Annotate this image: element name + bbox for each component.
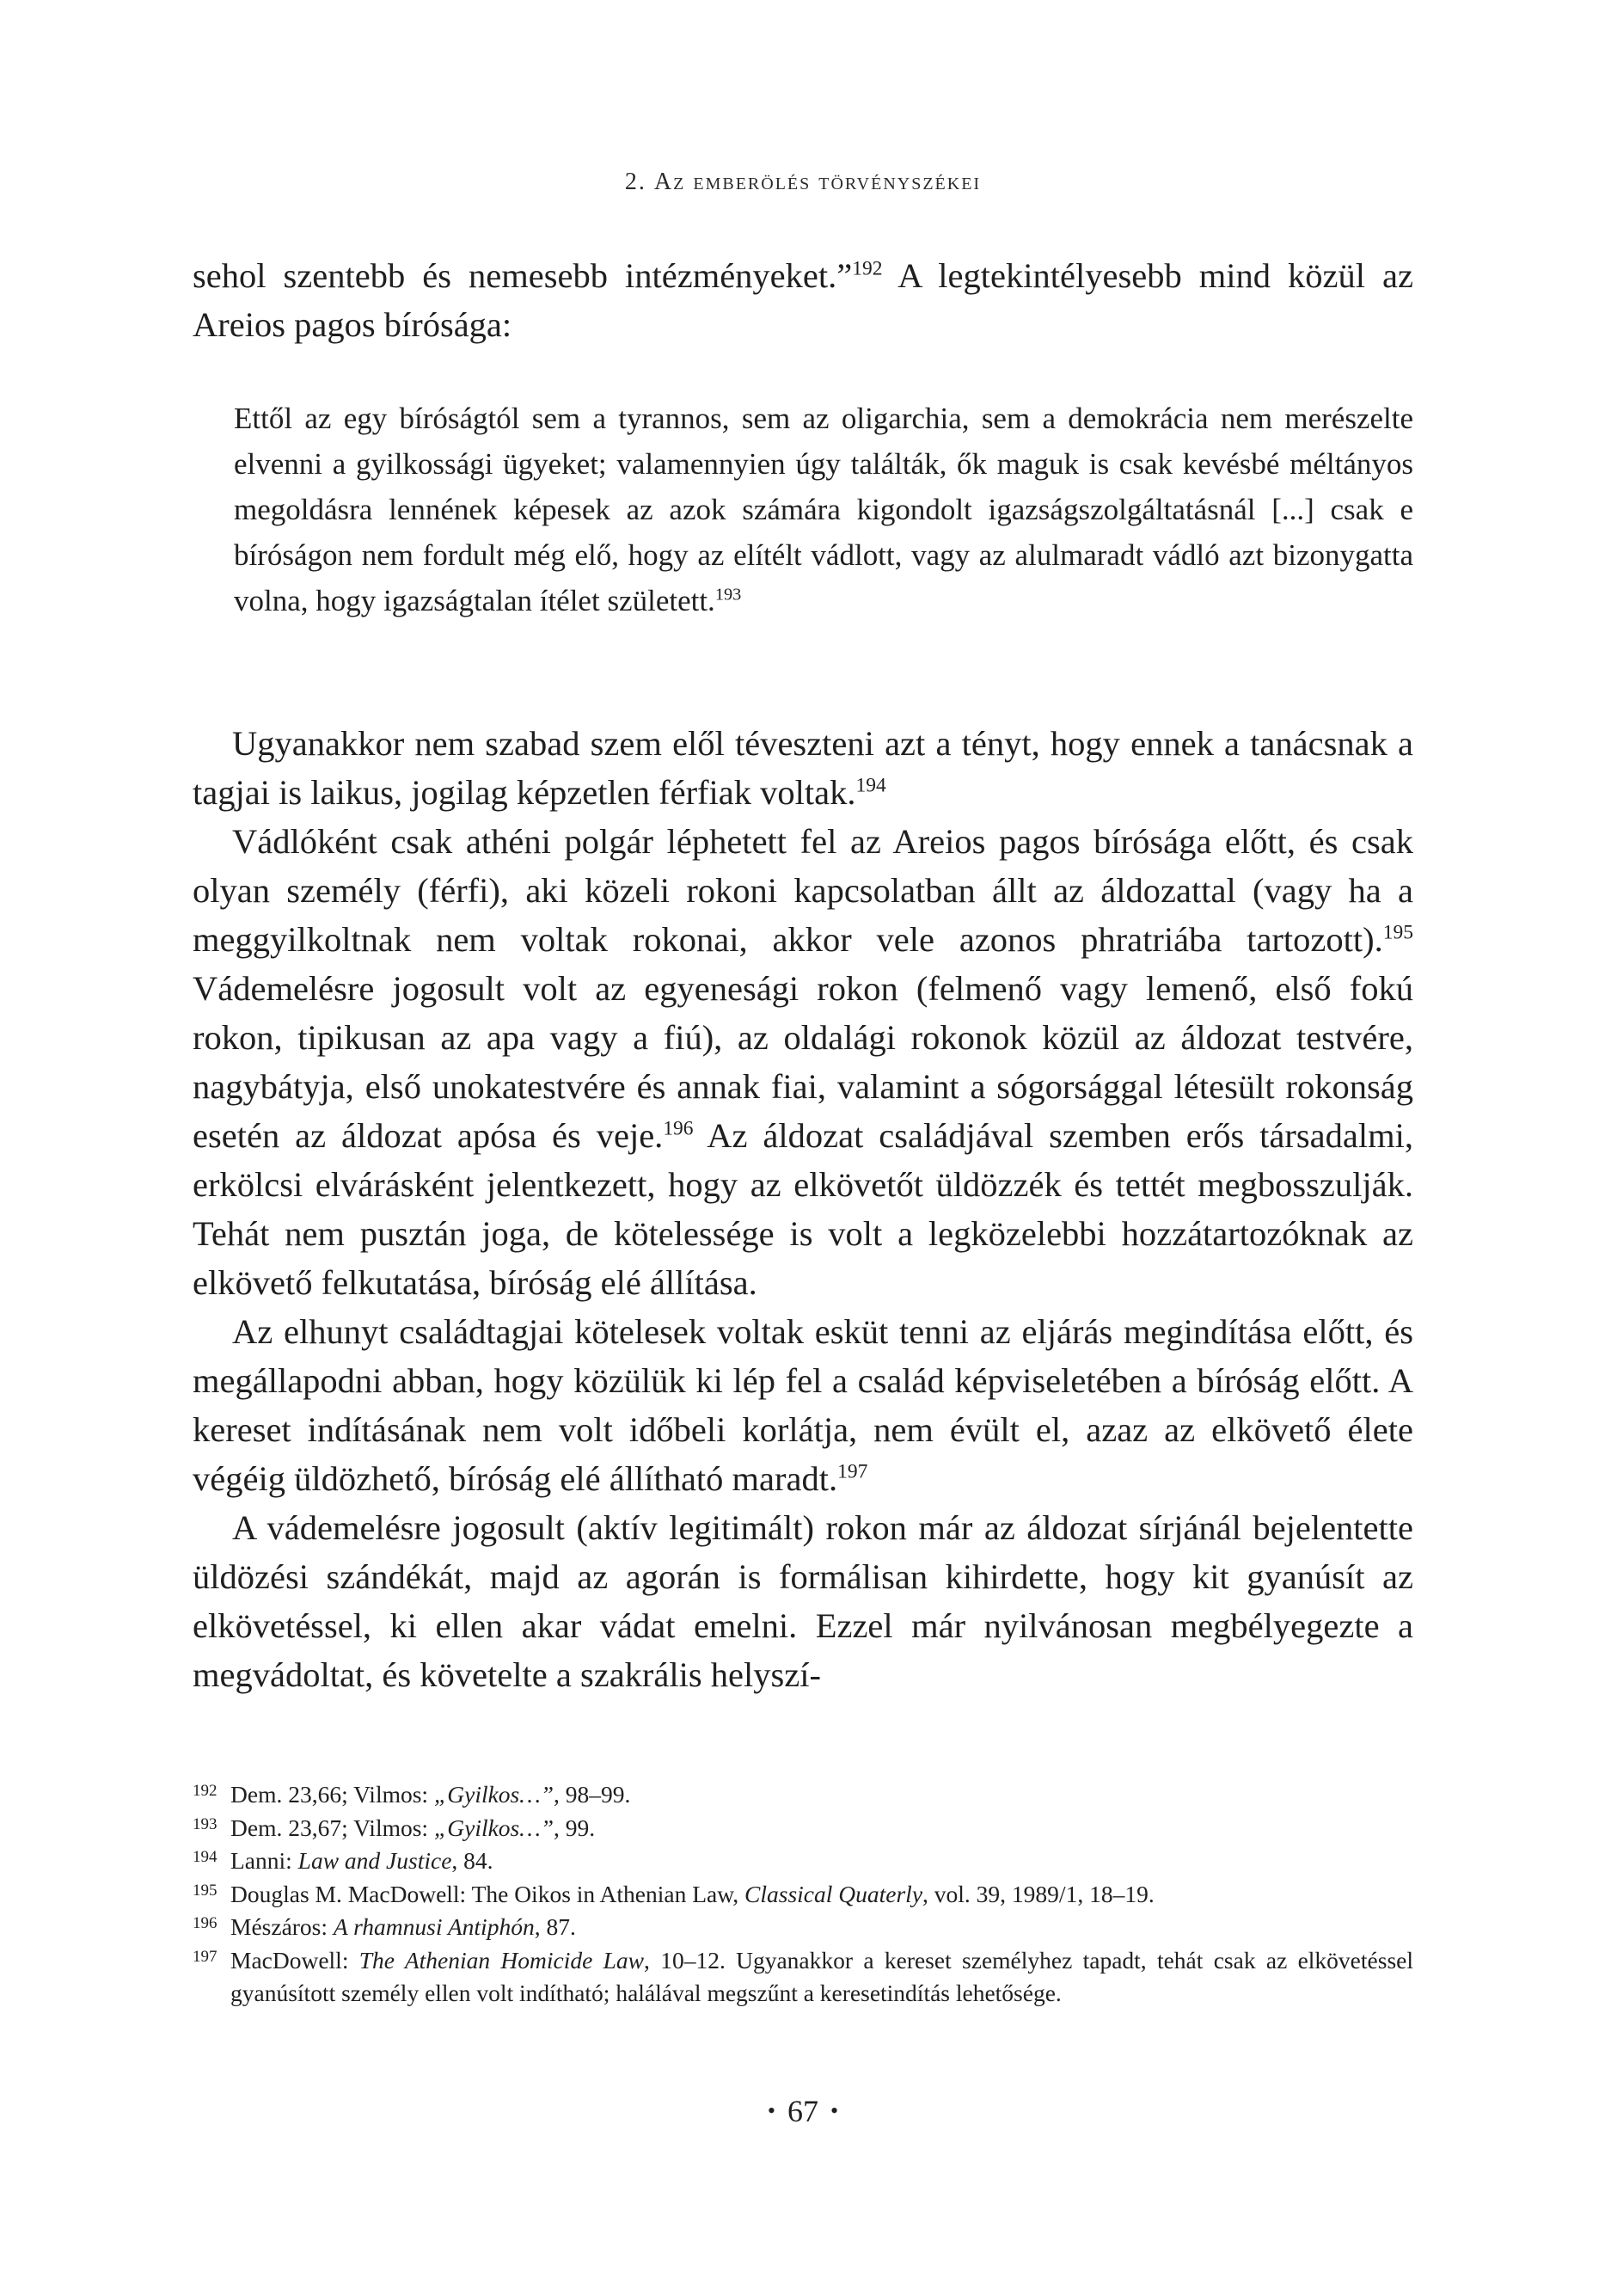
- paragraph-5: [193, 1503, 1413, 1699]
- footnote-number: 196: [193, 1914, 217, 1932]
- footnote-title: Classical Quaterly: [744, 1880, 923, 1907]
- body-text-top: [193, 251, 1413, 349]
- footnotes: [193, 1778, 1413, 2011]
- footnote-ref-194[interactable]: 194: [855, 774, 886, 797]
- footnote-text: [230, 1944, 1413, 2011]
- body-text-main: [193, 719, 1413, 1699]
- bullet-ornament-left: •: [767, 2098, 775, 2123]
- footnote-title: Law and Justice: [297, 1847, 452, 1874]
- footnote-195: [193, 1878, 1413, 1912]
- footnote-number: 197: [193, 1947, 217, 1966]
- footnote-193: [193, 1812, 1413, 1845]
- footnote-text-b: , 99.: [554, 1814, 596, 1841]
- block-quote-text: Ettől az egy bíróságtól sem a tyrannos, sem az oligarchia, sem a demokrácia nem merészelte elvenni a gyilkossági ügyeket; valamennyien úgy találták, ők maguk is csak kevésbé méltányos megoldásra lennének képesek az azok számára kigondolt igazságszolgáltatásnál [...] csak e bíróságon nem fordult még elő, hogy az elítélt vádlott, vagy az alulmaradt vádló azt bizonygatta volna, hogy igazságtalan ítélet született.: [234, 402, 1413, 617]
- footnote-title: „Gyilkos…”: [433, 1814, 554, 1841]
- footnote-194: [193, 1845, 1413, 1878]
- footnote-number: 194: [193, 1848, 217, 1866]
- footnote-title: A rhamnusi Antiphón: [333, 1913, 535, 1940]
- footnote-text: [230, 1845, 1413, 1878]
- footnote-text-b: , 87.: [534, 1913, 576, 1940]
- footnote-text-b: , 98–99.: [554, 1781, 631, 1808]
- paragraph-3: [193, 817, 1413, 1307]
- footnote-text: [230, 1778, 1413, 1812]
- footnote-ref-196[interactable]: 196: [663, 1117, 694, 1140]
- footnote-192: [193, 1778, 1413, 1812]
- footnote-text-a: Mészáros:: [230, 1913, 334, 1940]
- chapter-title: Az emberölés törvényszékei: [653, 169, 982, 195]
- paragraph-3-text-c: Az áldozat családjával szemben erős társadalmi, erkölcsi elvárásként jelentkezett, hogy az elkövetőt üldözzék és tettét megbosszulják. Tehát nem pusztán joga, de kötelessége is volt a legközelebbi hozzátartozóknak az elkövető felkutatása, bíróság elé állítása.: [193, 1116, 1413, 1302]
- chapter-number: 2.: [624, 169, 646, 195]
- footnote-text: [230, 1911, 1413, 1944]
- footnote-text-a: Dem. 23,66; Vilmos:: [230, 1781, 434, 1808]
- footnote-ref-192[interactable]: 192: [852, 257, 883, 280]
- footnote-ref-197[interactable]: 197: [837, 1460, 868, 1483]
- footnote-number: 195: [193, 1881, 217, 1900]
- paragraph-2: [193, 719, 1413, 817]
- footnote-text-a: Dem. 23,67; Vilmos:: [230, 1814, 434, 1841]
- paragraph-5-text: A vádemelésre jogosult (aktív legitimált) rokon már az áldozat sírjánál bejelentette üldözési szándékát, majd az agorán is formálisan kihirdette, hogy kit gyanúsít az elkövetéssel, ki ellen akar vádat emelni. Ezzel már nyilvánosan megbélyegezte a megvádoltat, és követelte a szakrális helyszí-: [193, 1508, 1413, 1694]
- paragraph-1-text: sehol szentebb és nemesebb intézményeket.”: [193, 256, 853, 295]
- footnote-text-b: , vol. 39, 1989/1, 18–19.: [922, 1880, 1155, 1907]
- paragraph-4-text: Az elhunyt családtagjai kötelesek voltak esküt tenni az eljárás megindítása előtt, és megállapodni abban, hogy közülük ki lép fel a család képviseletében a bíróság előtt. A kereset indításának nem volt időbeli korlátja, nem évült el, azaz az elkövető élete végéig üldözhető, bíróság elé állítható maradt.: [193, 1312, 1413, 1498]
- footnote-text-a: MacDowell:: [230, 1946, 359, 1974]
- paragraph-1-tail: A legtekintélyesebb mind közül az Areios pagos bírósága:: [193, 256, 1413, 344]
- bullet-ornament-right: •: [830, 2098, 839, 2123]
- paragraph-4: [193, 1307, 1413, 1503]
- footnote-number: 192: [193, 1782, 217, 1800]
- footnote-text: [230, 1878, 1413, 1912]
- paragraph-1: [193, 251, 1413, 349]
- footnote-number: 193: [193, 1814, 217, 1833]
- footnote-197: [193, 1944, 1413, 2011]
- footnote-title: The Athenian Homicide Law: [358, 1946, 645, 1974]
- footnote-text-b: , 84.: [451, 1847, 493, 1874]
- paragraph-3-text-a: Vádlóként csak athéni polgár léphetett fel az Areios pagos bírósága előtt, és csak olyan személy (férfi), aki közeli rokoni kapcsolatban állt az áldozattal (vagy ha a meggyilkoltnak nem voltak rokonai, akkor vele azonos phratriába tartozott).: [193, 822, 1413, 959]
- footnote-text: [230, 1812, 1413, 1845]
- page-number: 67: [787, 2094, 818, 2128]
- block-quote: [234, 396, 1413, 623]
- paragraph-2-text: Ugyanakkor nem szabad szem elől téveszteni azt a tényt, hogy ennek a tanácsnak a tagjai is laikus, jogilag képzetlen férfiak voltak.: [193, 724, 1413, 812]
- footnote-text-b: , 10–12. Ugyanakkor a kereset személyhez tapadt, tehát csak az elkövetéssel gyanúsított személy ellen volt indítható; halálával megszűnt a keresetindítás lehetősége.: [230, 1946, 1413, 2006]
- footnote-196: [193, 1911, 1413, 1944]
- footnote-ref-193[interactable]: 193: [714, 585, 742, 605]
- footnote-title: „Gyilkos…”: [433, 1781, 554, 1808]
- page-folio: [193, 2093, 1413, 2129]
- footnote-text-a: Douglas M. MacDowell: The Oikos in Athenian Law,: [230, 1880, 745, 1907]
- footnote-ref-195[interactable]: 195: [1382, 921, 1413, 944]
- running-head: [193, 169, 1413, 196]
- paragraph-3-text-b: Vádemelésre jogosult volt az egyenesági rokon (felmenő vagy lemenő, első fokú rokon, tipikusan az apa vagy a fiú), az oldalági rokonok közül az áldozat testvére, nagybátyja, első unokatestvére és annak fiai, valamint a sógorsággal létesült rokonság esetén az áldozat apósa és veje.: [193, 969, 1413, 1155]
- footnote-text-a: Lanni:: [230, 1847, 298, 1874]
